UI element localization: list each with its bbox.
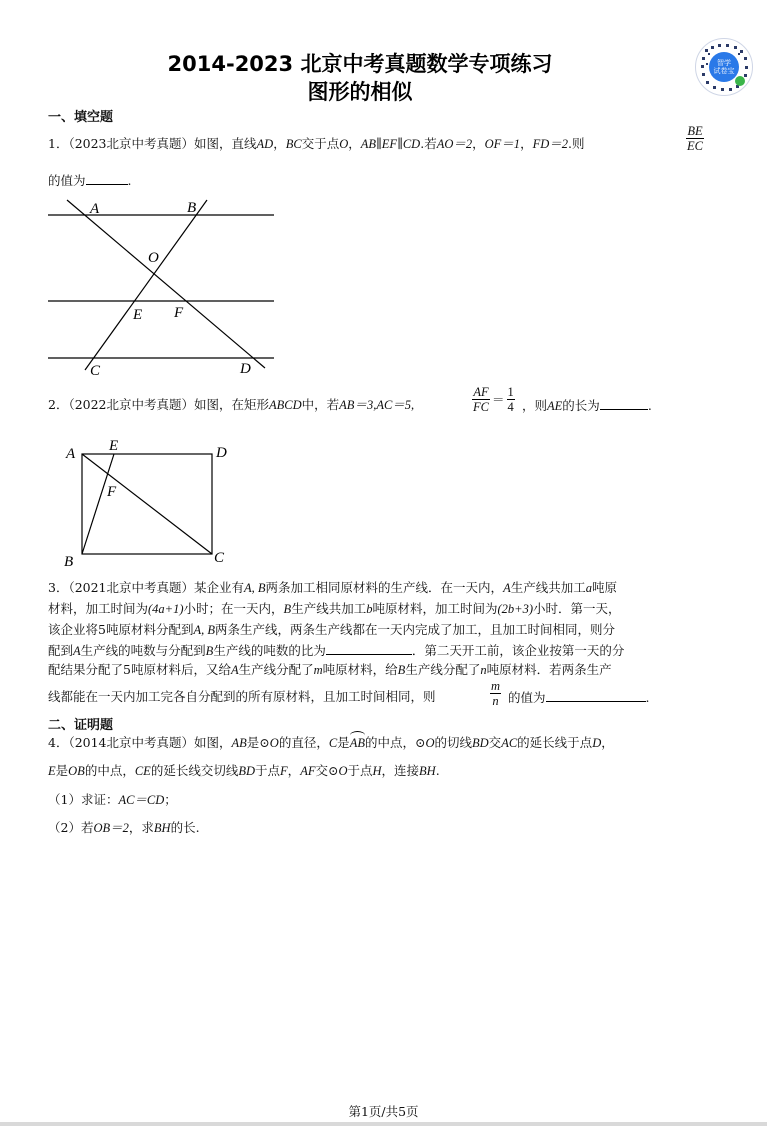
label-A: A xyxy=(90,201,100,217)
answer-blank-3a[interactable] xyxy=(326,642,412,655)
question-1-fraction: $\frac{BE}{EC}$ xyxy=(687,124,703,153)
answer-blank-3b[interactable] xyxy=(546,689,646,702)
section-heading-fill: 一、填空题 xyxy=(48,110,114,125)
question-3-line-6: 线都能在一天内加工完各自分配到的所有原材料，且加工时间相同，则 xyxy=(48,689,436,704)
page-bottom-edge xyxy=(0,1122,767,1126)
question-2-line-1-end: ，则AE的长为 . xyxy=(522,398,652,413)
question-3-line-5: 配结果分配了5吨原材料后，又给A生产线分配了m吨原材料，给B生产线分配了n吨原材料．若两条生产 xyxy=(48,662,612,677)
question-4-part-2: （2）若OB＝2，求BH的长. xyxy=(48,820,200,835)
qr-code-logo xyxy=(695,38,753,96)
arc-ab: AB xyxy=(349,736,365,750)
question-3-line-1: 3．（2021北京中考真题）某企业有A, B两条加工相同原材料的生产线．在一天内，A生产线共加工a吨原 xyxy=(48,580,617,595)
label-E: E xyxy=(133,307,143,323)
label-B: B xyxy=(64,554,74,570)
answer-blank-1[interactable] xyxy=(86,172,128,185)
page-subtitle: 图形的相似 xyxy=(307,80,413,104)
question-2-line-1: 2．（2022北京中考真题）如图，在矩形ABCD中，若AB＝3,AC＝5, xyxy=(48,397,415,412)
label-F: F xyxy=(107,484,117,500)
question-3-fraction: $\frac{m}{n}$ xyxy=(491,679,501,708)
question-4-line-2: E是OB的中点，CE的延长线交切线BD于点F，AF交⊙O于点H，连接BH. xyxy=(48,763,440,778)
label-B: B xyxy=(187,200,197,216)
label-C: C xyxy=(214,550,225,566)
page-footer: 第1页/共5页 xyxy=(348,1104,419,1119)
question-3-line-3: 该企业将5吨原材料分配到A, B两条生产线，两条生产线都在一天内完成了加工，且加工时间相同，则分 xyxy=(48,622,616,637)
qr-logo-text: 智学 试卷宝 xyxy=(713,59,735,75)
label-D: D xyxy=(240,361,251,377)
question-3-line-4: 配到A生产线的吨数与分配到B生产线的吨数的比为 ．第二天开工前，该企业按第一天的分 xyxy=(48,643,625,658)
label-C: C xyxy=(90,363,101,379)
question-1-line-2: 的值为 . xyxy=(48,173,132,188)
answer-blank-2[interactable] xyxy=(600,397,648,410)
label-A: A xyxy=(66,446,76,462)
section-heading-proof: 二、证明题 xyxy=(48,718,114,733)
question-2-fractions: $\frac{AF}{FC}$ ＝ $\frac{1}{4}$ xyxy=(473,385,514,414)
question-3-line-2: 材料，加工时间为(4a+1)小时；在一天内，B生产线共加工b吨原材料，加工时间为(2b+3)小时．第一天， xyxy=(48,601,621,616)
question-1-figure xyxy=(40,192,290,380)
label-F: F xyxy=(174,305,184,321)
label-E: E xyxy=(109,438,119,454)
question-1-line-1: 1．（2023北京中考真题）如图，直线AD，BC交于点O，AB∥EF∥CD.若AO＝2，OF＝1，FD＝2.则 xyxy=(48,136,585,151)
question-2-figure xyxy=(58,432,238,574)
question-4-part-1: （1）求证：AC＝CD； xyxy=(48,792,177,807)
label-D: D xyxy=(216,445,227,461)
question-3-line-6-end: 的值为 . xyxy=(508,690,650,705)
label-O: O xyxy=(148,250,159,266)
page-title: 2014-2023 北京中考真题数学专项练习 xyxy=(167,52,553,76)
question-4-line-1: 4．（2014北京中考真题）如图，AB是⊙O的直径，C是AB的中点，⊙O的切线BD交AC的延长线于点D， xyxy=(48,735,614,750)
